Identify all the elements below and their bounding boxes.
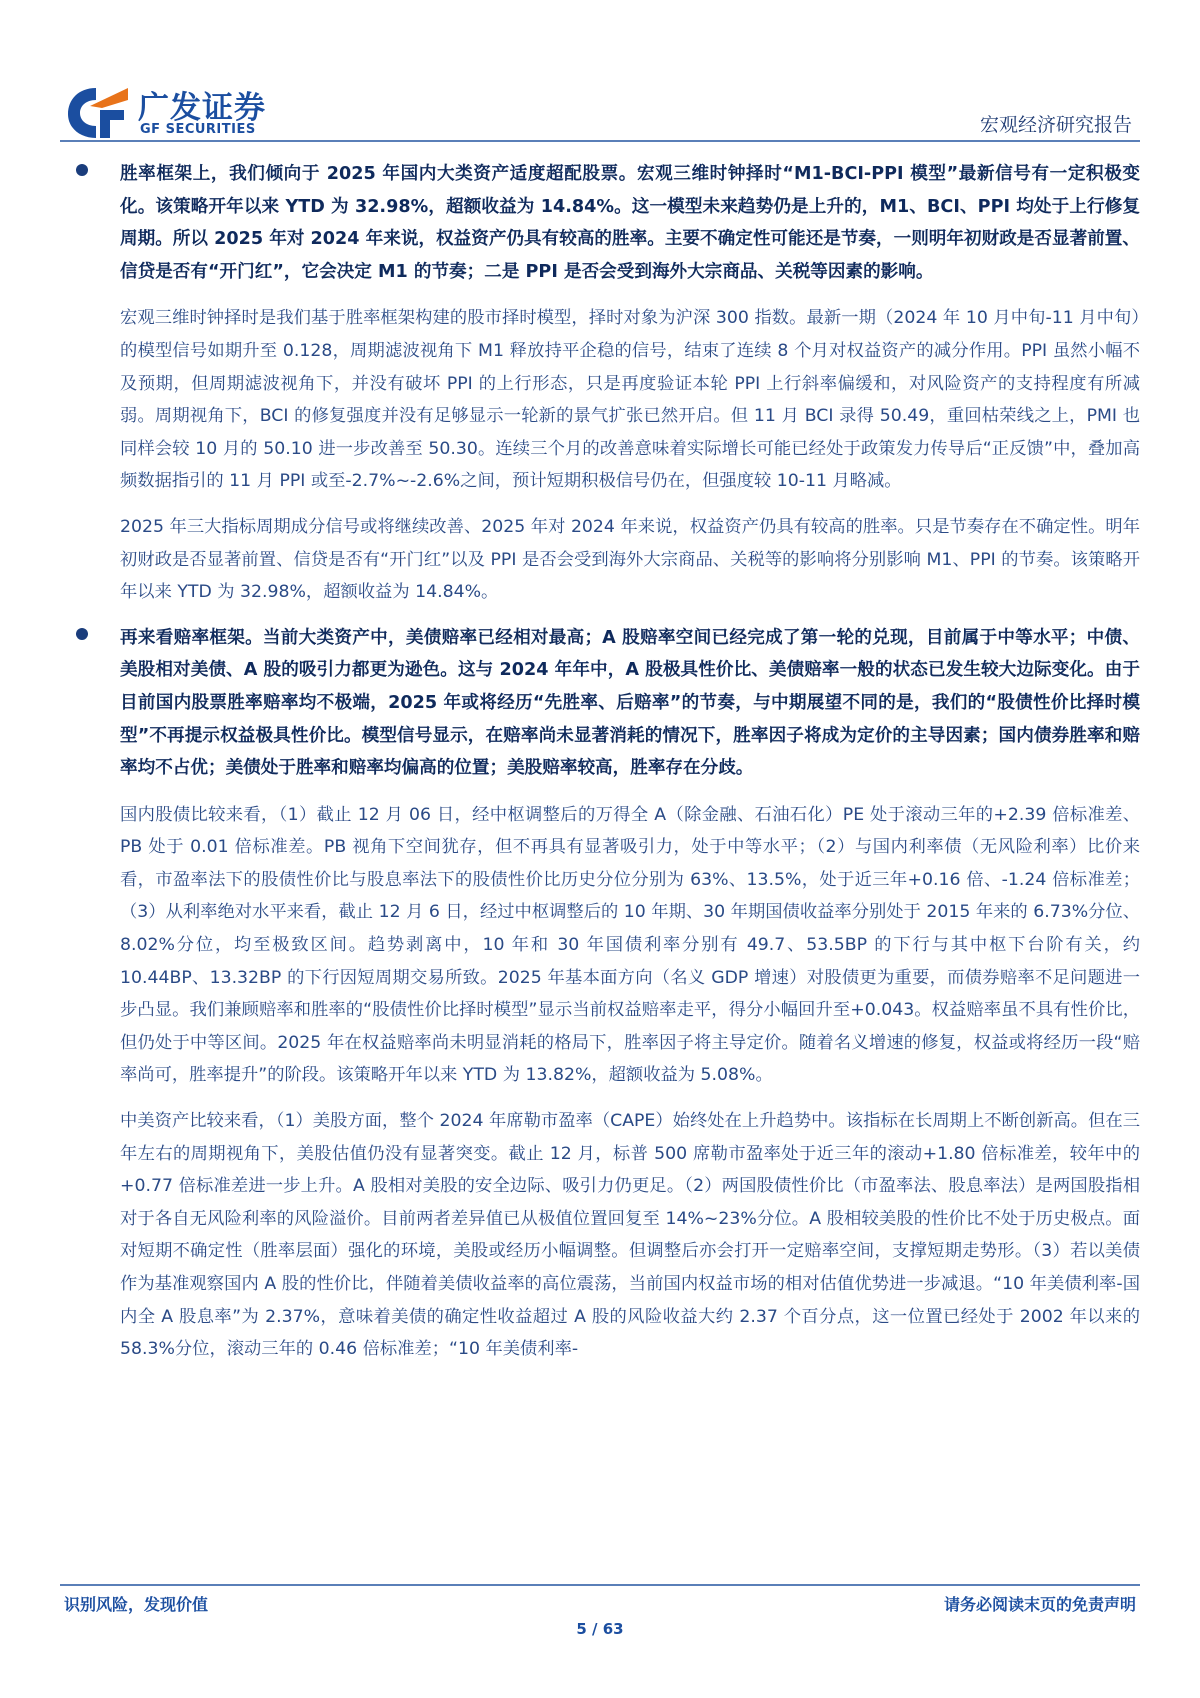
- body-paragraph: 宏观三维时钟择时是我们基于胜率框架构建的股市择时模型，择时对象为沪深 300 指数。最新一期（2024 年 10 月中旬-11 月中旬）的模型信号如期升至 0.128，周期滤波视角下 M1 释放持平企稳的信号，结束了连续 8 个月对权益资产的减分作用。PPI 虽然小幅不及预期，但周期滤波视角下，并没有破坏 PPI 的上行形态，只是再度验证本轮 PPI 上行斜率偏缓和，对风险资产的支持程度有所减弱。周期视角下，BCI 的修复强度并没有足够显示一轮新的景气扩张已然开启。但 11 月 BCI 录得 50.49，重回枯荣线之上，PMI 也同样会较 10 月的 50.10 进一步改善至 50.30。连续三个月的改善意味着实际增长可能已经处于政策发力传导后“正反馈”中，叠加高频数据指引的 11 月 PPI 或至-2.7%~-2.6%之间，预计短期积极信号仍在，但强度较 10-11 月略减。: [120, 308, 1140, 492]
- footer-slogan: 识别风险，发现价值: [64, 1595, 209, 1614]
- logo-chinese-name: 广发证券: [138, 90, 266, 126]
- key-point-text: 胜率框架上，我们倾向于 2025 年国内大类资产适度超配股票。宏观三维时钟择时“M1-BCI-PPI 模型”最新信号有一定积极变化。该策略开年以来 YTD 为 32.98%，超额收益为 14.84%。这一模型未来趋势仍是上升的，M1、BCI、PPI 均处于上行修复周期。所以 2025 年对 2024 年来说，权益资产仍具有较高的胜率。主要不确定性可能还是节奏，一则明年初财政是否显著前置、信贷是否有“开门红”，它会决定 M1 的节奏；二是 PPI 是否会受到海外大宗商品、关税等因素的影响。: [120, 164, 1140, 282]
- gf-logo-icon: [66, 84, 130, 142]
- key-point-text: 再来看赔率框架。当前大类资产中，美债赔率已经相对最高；A 股赔率空间已经完成了第一轮的兑现，目前属于中等水平；中债、美股相对美债、A 股的吸引力都更为逊色。这与 2024 年年中，A 股极具性价比、美债赔率一般的状态已发生较大边际变化。由于目前国内股票胜率赔率均不极端，2025 年或将经历“先胜率、后赔率”的节奏，与中期展望不同的是，我们的“股债性价比择时模型”不再提示权益极具性价比。模型信号显示，在赔率尚未显著消耗的情况下，胜率因子将成为定价的主导因素；国内债券胜率和赔率均不占优；美债处于胜率和赔率均偏高的位置；美股赔率较高，胜率存在分歧。: [120, 627, 1140, 779]
- key-point-odds: [68, 622, 1140, 785]
- footer-disclaimer-note: 请务必阅读末页的免责声明: [943, 1595, 1136, 1614]
- header-divider: [60, 140, 1140, 142]
- key-point-win-rate: [68, 158, 1140, 288]
- logo-english-name: GF SECURITIES: [140, 122, 256, 137]
- body-paragraph: 国内股债比较来看，（1）截止 12 月 06 日，经中枢调整后的万得全 A（除金融、石油石化）PE 处于滚动三年的+2.39 倍标准差、PB 处于 0.01 倍标准差。PB 视角下空间犹存，但不再具有显著吸引力，处于中等水平；（2）与国内利率债（无风险利率）比价来看，市盈率法下的股债性价比与股息率法下的股债性价比历史分位分别为 63%、13.5%，处于近三年+0.16 倍、-1.24 倍标准差；（3）从利率绝对水平来看，截止 12 月 6 日，经过中枢调整后的 10 年期、30 年期国债收益率分别处于 2015 年来的 6.73%分位、8.02%分位，均至极致区间。趋势剥离中，10 年和 30 年国债利率分别有 49.7、53.5BP 的下行与其中枢下台阶有关，约 10.44BP、13.32BP 的下行因短周期交易所致。2025 年基本面方向（名义 GDP 增速）对股债更为重要，而债券赔率不足问题进一步凸显。我们兼顾赔率和胜率的“股债性价比择时模型”显示当前权益赔率走平，得分小幅回升至+0.043。权益赔率虽不具有性价比，但仍处于中等区间。2025 年在权益赔率尚未明显消耗的格局下，胜率因子将主导定价。随着名义增速的修复，权益或将经历一段“赔率尚可，胜率提升”的阶段。该策略开年以来 YTD 为 13.82%，超额收益为 5.08%。: [120, 804, 1140, 1086]
- page-header: [60, 78, 1140, 140]
- bullet-dot-icon: [76, 164, 88, 176]
- report-type-title: 宏观经济研究报告: [979, 114, 1132, 136]
- body-paragraph: 中美资产比较来看，（1）美股方面，整个 2024 年席勒市盈率（CAPE）始终处在上升趋势中。该指标在长周期上不断创新高。但在三年左右的周期视角下，美股估值仍没有显著突变。截止 12 月，标普 500 席勒市盈率处于近三年的滚动+1.80 倍标准差，较年中的+0.77 倍标准差进一步上升。A 股相对美股的安全边际、吸引力仍更足。（2）两国股债性价比（市盈率法、股息率法）是两国股指相对于各自无风险利率的风险溢价。目前两者差异值已从极值位置回复至 14%~23%分位。A 股相较美股的性价比不处于历史极点。面对短期不确定性（胜率层面）强化的环境，美股或经历小幅调整。但调整后亦会打开一定赔率空间，支撑短期走势形。（3）若以美债作为基准观察国内 A 股的性价比，伴随着美债收益率的高位震荡，当前国内权益市场的相对估值优势进一步减退。“10 年美债利率-国内全 A 股息率”为 2.37%，意味着美债的确定性收益超过 A 股的风险收益大约 2.37 个百分点，这一位置已经处于 2002 年以来的 58.3%分位，滚动三年的 0.46 倍标准差；“10 年美债利率-: [120, 1111, 1140, 1360]
- page-number: 5 / 63: [576, 1620, 624, 1638]
- footer-divider: [60, 1584, 1140, 1586]
- body-paragraph: 2025 年三大指标周期成分信号或将继续改善、2025 年对 2024 年来说，权益资产仍具有较高的胜率。只是节奏存在不确定性。明年初财政是否显著前置、信贷是否有“开门红”以及 PPI 是否会受到海外大宗商品、关税等的影响将分别影响 M1、PPI 的节奏。该策略开年以来 YTD 为 32.98%，超额收益为 14.84%。: [120, 516, 1140, 603]
- report-body: [68, 158, 1140, 1379]
- bullet-dot-icon: [76, 628, 88, 640]
